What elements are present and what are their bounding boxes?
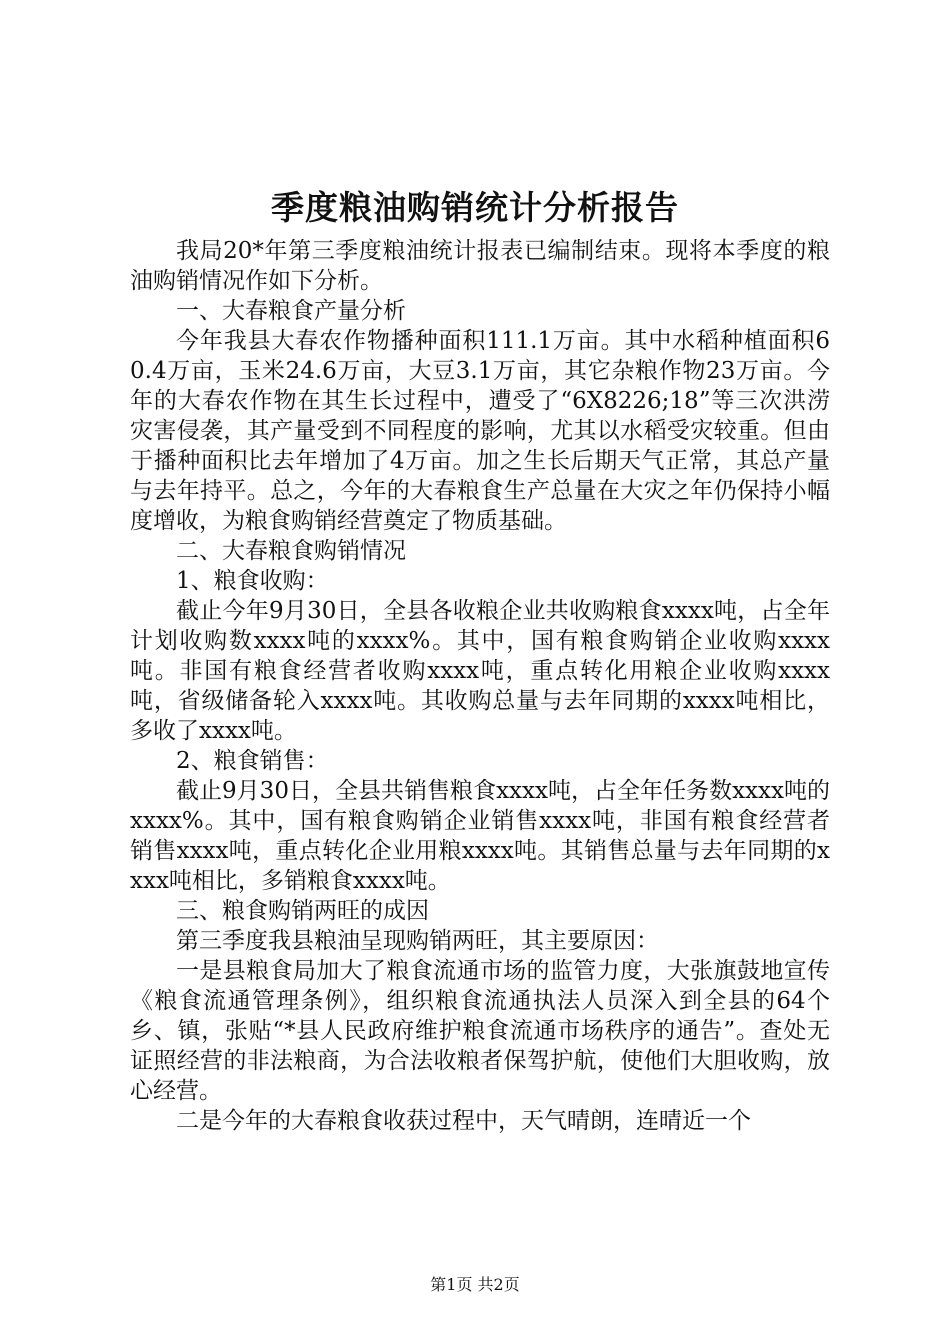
section-heading-1: 一、大春粮食产量分析 xyxy=(176,298,406,324)
paragraph-reason-1: 一是县粮食局加大了粮食流通市场的监管力度，大张旗鼓地宣传《粮食流通管理条例》，组织粮食流通执法人员深入到全县的64个乡、镇，张贴“*县人民政府维护粮食流通市场秩序的通告”。查处无证照经营的非法粮商，为合法收粮者保驾护航，使他们大胆收购，放心经营。 xyxy=(130,958,830,1104)
subheading-sales: 2、粮食销售： xyxy=(176,748,329,774)
section-heading-3: 三、粮食购销两旺的成因 xyxy=(176,898,429,924)
document-body xyxy=(130,236,830,1136)
paragraph-yield: 今年我县大春农作物播种面积111.1万亩。其中水稻种植面积60.4万亩，玉米24.6万亩，大豆3.1万亩，其它杂粮作物23万亩。今年的大春农作物在其生长过程中，遭受了“6X8226;18”等三次洪涝灾害侵袭，其产量受到不同程度的影响，尤其以水稻受灾较重。但由于播种面积比去年增加了4万亩。加之生长后期天气正常，其总产量与去年持平。总之，今年的大春粮食生产总量在大灾之年仍保持小幅度增收，为粮食购销经营奠定了物质基础。 xyxy=(130,328,830,534)
paragraph-intro: 我局20*年第三季度粮油统计报表已编制结束。现将本季度的粮油购销情况作如下分析。 xyxy=(130,238,830,294)
subheading-purchase: 1、粮食收购： xyxy=(176,568,329,594)
page-footer: 第1页 共2页 xyxy=(430,1275,520,1294)
paragraph-reason-2: 二是今年的大春粮食收获过程中，天气晴朗，连晴近一个 xyxy=(176,1108,751,1134)
document-title: 季度粮油购销统计分析报告 xyxy=(271,188,679,227)
paragraph-sales: 截止9月30日，全县共销售粮食xxxx吨，占全年任务数xxxx吨的xxxx%。其中，国有粮食购销企业销售xxxx吨，非国有粮食经营者销售xxxx吨，重点转化企业用粮xxxx吨。其销售总量与去年同期的xxxx吨相比，多销粮食xxxx吨。 xyxy=(130,778,830,894)
section-heading-2: 二、大春粮食购销情况 xyxy=(176,538,406,564)
paragraph-reasons-intro: 第三季度我县粮油呈现购销两旺，其主要原因： xyxy=(176,928,659,954)
paragraph-purchase: 截止今年9月30日，全县各收粮企业共收购粮食xxxx吨，占全年计划收购数xxxx吨的xxxx%。其中，国有粮食购销企业收购xxxx吨。非国有粮食经营者收购xxxx吨，重点转化用粮企业收购xxxx吨，省级储备轮入xxxx吨。其收购总量与去年同期的xxxx吨相比，多收了xxxx吨。 xyxy=(130,598,830,744)
